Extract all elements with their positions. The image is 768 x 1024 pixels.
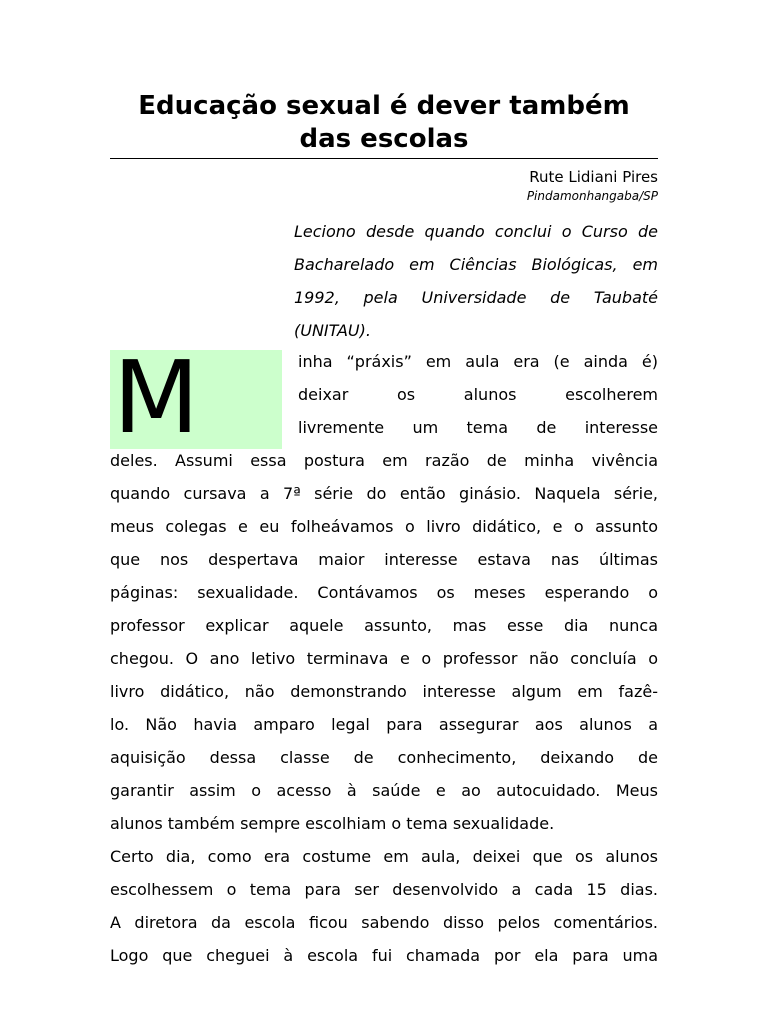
body-line: deles. Assumi essa postura em razão de minha vivência <box>110 451 658 470</box>
body-line: aquisição dessa classe de conhecimento, deixando de <box>110 748 658 767</box>
body-line: meus colegas e eu folheávamos o livro didático, e o assunto <box>110 517 658 536</box>
body-line: alunos também sempre escolhiam o tema sexualidade. <box>110 814 555 833</box>
body-line: inha “práxis” em aula era (e ainda é) <box>298 352 658 371</box>
body-line: lo. Não havia amparo legal para assegurar aos alunos a <box>110 715 658 734</box>
article-title: Educação sexual é dever também das escolas <box>138 91 630 154</box>
body-line: Certo dia, como era costume em aula, deixei que os alunos <box>110 847 658 866</box>
body-line: livro didático, não demonstrando interesse algum em fazê- <box>110 682 658 701</box>
body-line: deixar os alunos escolherem <box>298 385 658 404</box>
body-line: professor explicar aquele assunto, mas esse dia nunca <box>110 616 658 635</box>
intro-paragraph: Leciono desde quando conclui o Curso de Bacharelado em Ciências Biológicas, em 1992, pela Universidade de Taubaté (UNITAU). <box>294 222 658 340</box>
body-line: A diretora da escola ficou sabendo disso pelos comentários. <box>110 913 658 932</box>
author-location: Pindamonhangaba/SP <box>526 189 658 203</box>
drop-cap: M <box>110 350 282 449</box>
body-line: quando cursava a 7ª série do então ginásio. Naquela série, <box>110 484 658 503</box>
author-name: Rute Lidiani Pires <box>529 168 658 186</box>
body-line: escolhessem o tema para ser desenvolvido a cada 15 dias. <box>110 880 658 899</box>
body-line: garantir assim o acesso à saúde e ao autocuidado. Meus <box>110 781 658 800</box>
body-line: que nos despertava maior interesse estava nas últimas <box>110 550 658 569</box>
body-line: chegou. O ano letivo terminava e o professor não concluía o <box>110 649 658 668</box>
body-line: livremente um tema de interesse <box>298 418 658 437</box>
body-line: Logo que cheguei à escola fui chamada por ela para uma <box>110 946 658 965</box>
title-divider <box>110 158 658 159</box>
body-line: páginas: sexualidade. Contávamos os meses esperando o <box>110 583 658 602</box>
